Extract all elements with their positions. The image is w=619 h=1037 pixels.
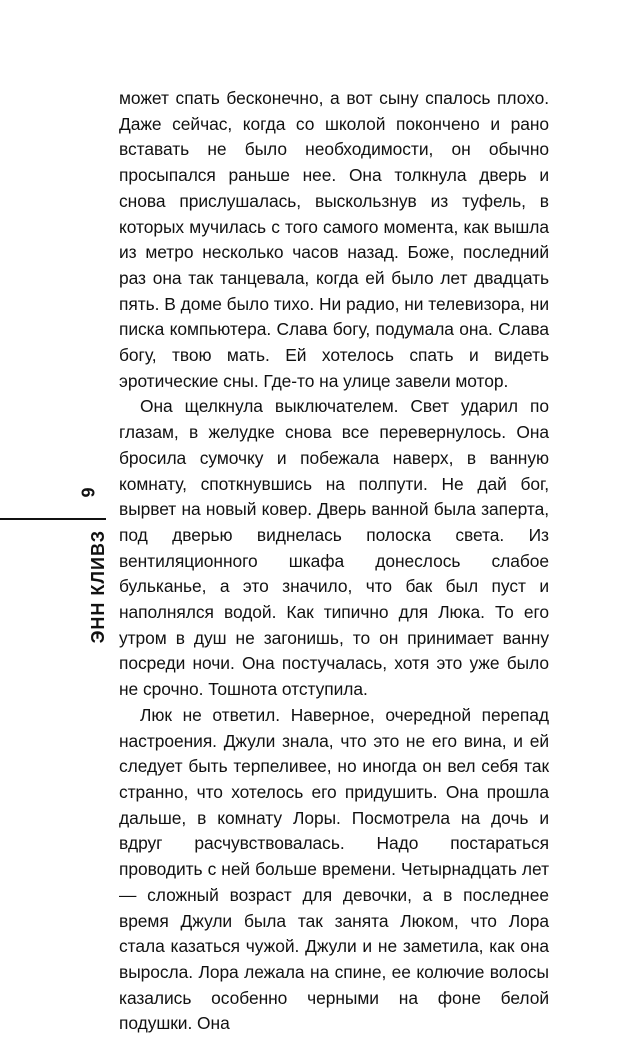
margin-rule [0,518,106,520]
paragraph-1: может спать бесконечно, а вот сыну спалось плохо. Даже сейчас, когда со школой покончено и рано вставать не было необходимости, он обычно просыпался раньше нее. Она толкнула дверь и снова прислушалась, выскользнув из туфель, в которых мучилась с того самого момента, как вышла из метро несколько часов назад. Боже, последний раз она так танцевала, когда ей было лет двадцать пять. В доме было тихо. Ни радио, ни телевизора, ни писка компьютера. Слава богу, подумала она. Слава богу, твою мать. Ей хотелось спать и видеть эротические сны. Где-то на улице завели мотор. [119,88,549,391]
running-head-author: ЭНН КЛИВЗ [88,530,108,644]
body-text [119,86,549,1037]
paragraph-3: Люк не ответил. Наверное, очередной перепад настроения. Джули знала, что это не его вина, и ей следует быть терпеливее, но иногда он вел себя так странно, что хотелось его придушить. Она прошла дальше, в комнату Лоры. Посмотрела на дочь и вдруг расчувствовалась. Надо постараться проводить с ней больше времени. Четырнадцать лет — сложный возраст для девочки, а в последнее время Джули была так занята Люком, что Лора стала казаться чужой. Джули и не заметила, как она выросла. Лора лежала на спине, ее колючие волосы казались особенно черными на фоне белой подушки. Она [119,704,549,1034]
paragraph-2: Она щелкнула выключателем. Свет ударил по глазам, в желудке снова все перевернулось. Она бросила сумочку и побежала наверх, в ванную комнату, споткнувшись на полпути. Не дай бог, вырвет на новый ковер. Дверь ванной была заперта, под дверью виднелась полоска света. Из вентиляционного шкафа донеслось слабое бульканье, а это значило, что бак был пуст и наполнялся водой. Как типично для Люка. То его утром в душ не загонишь, то он принимает ванну посреди ночи. Она постучалась, хотя это уже было не срочно. Тошнота отступила. [119,396,549,700]
page-number: 6 [77,487,98,498]
